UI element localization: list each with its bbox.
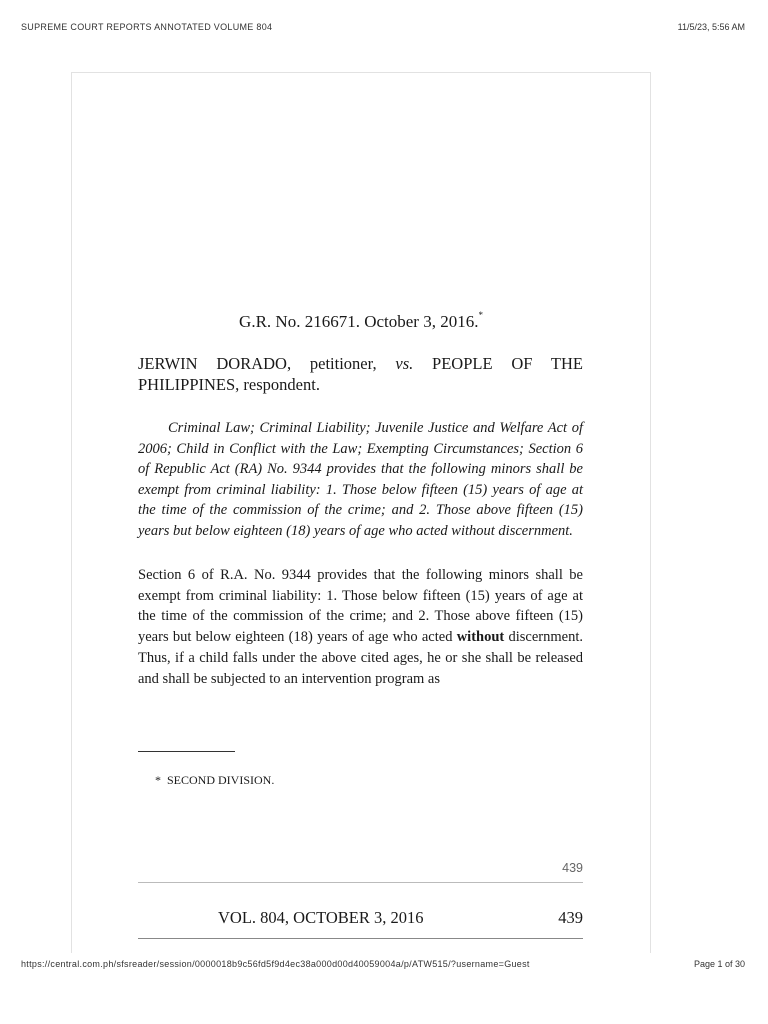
body-text-part1: Section 6 of R.A. No. 9344 provides that the following minors shall be exempt from criminal liability: 1. Those below fifteen (15) years of age at the time of the commission of the crime; and 2. Those above fifteen (15) years but below eighteen (18) years of age who acted [138,567,583,646]
body-text-part2: discernment. Thus, if a child falls under the above cited ages, he or she shall be released and shall be subjected to an intervention program as [138,629,583,687]
body-text-bold: without [456,629,505,646]
running-head-bottom-rule [138,938,583,939]
print-footer-url[interactable]: https://central.com.ph/sfsreader/session/0000018b9c56fd5f9d4ec38a000d00d40059004a/p/ATW515/?username=Guest [21,959,530,969]
footnote [155,773,274,788]
print-header-title: SUPREME COURT REPORTS ANNOTATED VOLUME 804 [21,22,273,32]
body-text [138,565,583,689]
print-footer-page-info: Page 1 of 30 [693,959,745,969]
respondent: PEOPLE OF THE PHILIPPINES, respondent. [138,354,584,394]
case-parties [138,353,583,395]
footnote-text: SECOND DIVISION. [167,773,275,787]
running-head: VOL. 804, OCTOBER 3, 2016 [218,908,424,927]
syllabus: Criminal Law; Criminal Liability; Juvenile Justice and Welfare Act of 2006; Child in Conflict with the Law; Exempting Circumstances; Section 6 of Republic Act (RA) No. 9344 provides that the following minors shall be exempt from criminal liability: 1. Those below fifteen (15) years of age at the time of the commission of the crime; and 2. Those above fifteen (15) years but below eighteen (18) years of age who acted without discernment. [138,420,583,539]
versus: vs. [395,354,414,373]
page-number-marker: 439 [562,861,583,875]
running-page-number: 439 [558,908,583,927]
print-header-datetime: 11/5/23, 5:56 AM [677,22,745,32]
case-number [72,312,650,332]
petitioner: JERWIN DORADO, petitioner, [138,354,396,373]
case-footnote-mark: * [478,310,483,321]
footnote-mark: * [155,773,161,787]
case-number-text: G.R. No. 216671. October 3, 2016. [239,312,479,331]
footnote-divider [138,751,235,752]
running-head-top-rule [138,882,583,883]
document-page [71,72,651,953]
